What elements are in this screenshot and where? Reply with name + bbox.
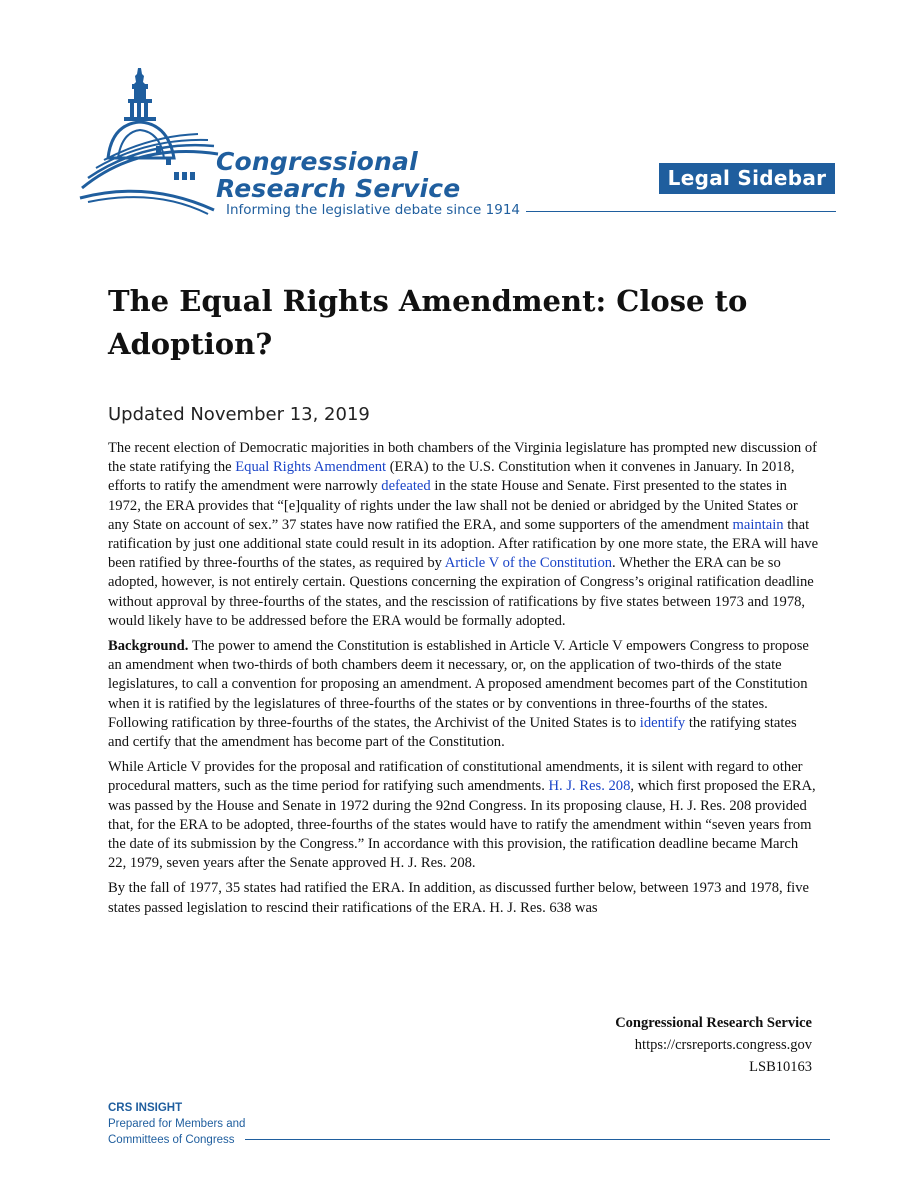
- crs-name: [216, 148, 460, 202]
- inline-link[interactable]: Article V of the Constitution: [444, 555, 613, 572]
- inline-link[interactable]: identify: [639, 714, 686, 731]
- paragraph: [108, 637, 820, 752]
- inline-link[interactable]: H. J. Res. 208: [548, 778, 631, 795]
- text-run: The power to amend the Constitution is established in Article V. Article V empowers Congress to propose an amendment when two-thirds of both chambers deem it necessary, or, on the application of two-thirds of the state legislatures, to call a convention for proposing an amendment. A proposed amendment becomes part of the Constitution when it is ratified by the legislatures of three-fourths of the states or by conventions in three-fourths of the states. Following ratification by three-fourths of the states, the Archivist of the United States is to: [108, 638, 809, 731]
- text-run: . Whether the ERA can be so adopted, however, is not entirely certain. Questions concerning the expiration of Congress’s original ratification deadline without approval by three-fourths of the states, and the rescission of ratifications by five states between 1973 and 1978, would likely have to be addressed before the ERA would be formally adopted.: [108, 555, 814, 629]
- document-body: [108, 439, 820, 924]
- paragraph: [108, 758, 820, 873]
- paragraph: [108, 439, 820, 631]
- text-run: (ERA) to the U.S. Constitution when it convenes in January. In 2018, efforts to ratify the amendment were narrowly: [108, 459, 795, 495]
- footer-report-id: LSB10163: [749, 1059, 812, 1075]
- footer-url[interactable]: https://crsreports.congress.gov: [634, 1037, 812, 1053]
- text-run: While Article V provides for the proposal and ratification of constitutional amendments, it is silent with regard to other procedural matters, such as the time period for ratifying such amendments.: [108, 759, 803, 795]
- text-run: that ratification by just one additional state could result in its adoption. After ratification by one more state, the ERA will have been ratified by three-fourths of the states, as required by: [108, 516, 819, 572]
- text-run: in the state House and Senate. First presented to the states in 1972, the ERA provides that “[e]quality of rights under the law shall not be denied or abridged by the United States or any State on account of sex.” 37 states have now ratified the ERA, and some supporters of the amendment: [108, 478, 798, 533]
- inline-link[interactable]: defeated: [381, 478, 431, 495]
- legal-sidebar-badge: Legal Sidebar: [659, 163, 835, 194]
- inline-link[interactable]: maintain: [732, 516, 784, 533]
- updated-date: Updated November 13, 2019: [108, 404, 370, 425]
- crs-tagline: Informing the legislative debate since 1914: [226, 202, 521, 218]
- text-run: , which first proposed the ERA, was passed by the House and Senate in 1972 during the 92nd Congress. In its proposing clause, H. J. Res. 208 provided that, for the ERA to be adopted, three-fourths of the states would have to ratify the amendment within “seven years from the date of its submission by the Congress.” In accordance with this provision, the ratification deadline became March 22, 1979, seven years after the Senate approved H. J. Res. 208.: [108, 778, 816, 872]
- crs-insight: [108, 1100, 245, 1148]
- document-title: The Equal Rights Amendment: Close to Adoption?: [108, 284, 748, 361]
- insight-rule: [245, 1139, 830, 1140]
- crs-insight-head: CRS INSIGHT: [108, 1102, 183, 1114]
- text-run: The recent election of Democratic majorities in both chambers of the Virginia legislature has prompted new discussion of the state ratifying the: [108, 440, 818, 476]
- text-run: By the fall of 1977, 35 states had ratified the ERA. In addition, as discussed further below, between 1973 and 1978, five states passed legislation to rescind their ratifications of the ERA. H. J. Res. 638 was: [108, 880, 810, 916]
- paragraph: [108, 879, 820, 917]
- crs-name-line1: Congressional: [216, 147, 418, 176]
- footer-block: [615, 1012, 812, 1078]
- header-rule: [526, 211, 836, 212]
- crs-insight-line2: Committees of Congress: [108, 1134, 235, 1146]
- crs-logo: [78, 62, 538, 222]
- crs-insight-line1: Prepared for Members and: [108, 1118, 246, 1130]
- crs-name-line2: Research Service: [216, 174, 461, 203]
- inline-link[interactable]: Equal Rights Amendment: [235, 459, 387, 476]
- footer-org: Congressional Research Service: [615, 1015, 812, 1031]
- section-heading: Background.: [108, 638, 189, 655]
- text-run: the ratifying states and certify that the amendment has become part of the Constitution.: [108, 714, 797, 751]
